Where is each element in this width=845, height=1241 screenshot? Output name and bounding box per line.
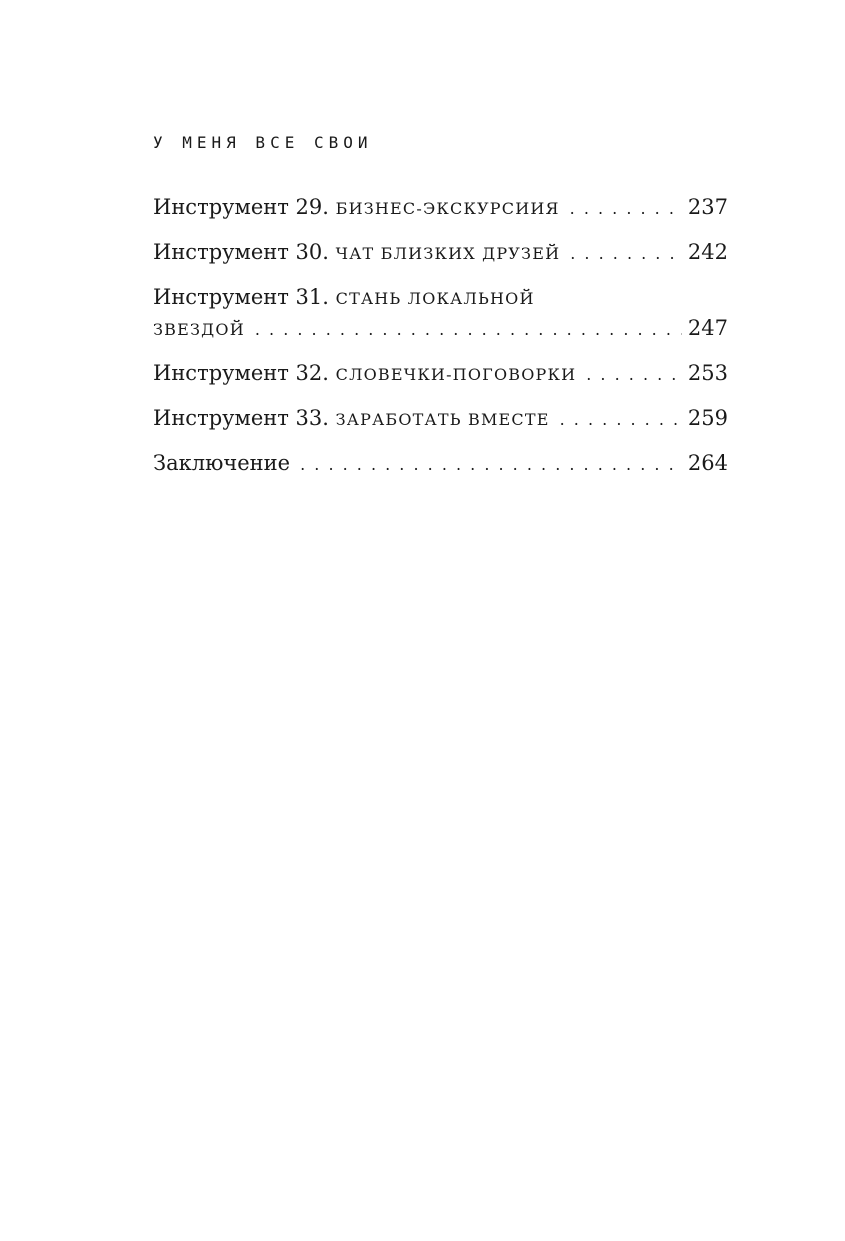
- toc-entry-title-continued: ЗВЕЗДОЙ: [153, 320, 245, 339]
- toc-page-number: 237: [687, 195, 728, 219]
- dot-leader: [586, 361, 682, 389]
- toc-entry-label: Инструмент 33. ЗАРАБОТАТЬ ВМЕСТЕ: [153, 406, 550, 430]
- dot-leader: [300, 451, 682, 479]
- toc-entry-conclusion[interactable]: [153, 449, 728, 477]
- toc-entry-label: Заключение: [153, 451, 291, 475]
- toc-entry-label: Инструмент 31. СТАНЬ ЛОКАЛЬНОЙ: [153, 285, 535, 309]
- toc-entry-32[interactable]: [153, 359, 728, 387]
- toc-page-number: 253: [687, 361, 728, 385]
- dot-leader: [255, 316, 682, 344]
- dot-leader: [570, 240, 682, 268]
- toc-page-number: 247: [687, 316, 728, 340]
- toc-entry-33[interactable]: [153, 404, 728, 432]
- toc-page-number: 264: [687, 451, 728, 475]
- dot-leader: [560, 406, 682, 434]
- toc-entry-title: СТАНЬ ЛОКАЛЬНОЙ: [335, 289, 535, 308]
- toc-entry-label: Инструмент 29. БИЗНЕС-ЭКСКУРСИИЯ: [153, 195, 560, 219]
- toc-entry-29[interactable]: [153, 193, 728, 221]
- toc-entry-label: Инструмент 32. СЛОВЕЧКИ-ПОГОВОРКИ: [153, 361, 577, 385]
- toc-entry-title: ЗАРАБОТАТЬ ВМЕСТЕ: [335, 410, 550, 429]
- dot-leader: [570, 195, 682, 223]
- section-title: У МЕНЯ ВСЕ СВОИ: [153, 133, 373, 152]
- toc-page-number: 242: [687, 240, 728, 264]
- toc-page-number: 259: [687, 406, 728, 430]
- toc-entry-31[interactable]: [153, 283, 728, 342]
- toc-entry-title: СЛОВЕЧКИ-ПОГОВОРКИ: [335, 365, 577, 384]
- toc-entry-title: БИЗНЕС-ЭКСКУРСИИЯ: [335, 199, 560, 218]
- table-of-contents: [153, 193, 728, 494]
- toc-entry-title: ЧАТ БЛИЗКИХ ДРУЗЕЙ: [335, 244, 561, 263]
- toc-entry-label: Инструмент 30. ЧАТ БЛИЗКИХ ДРУЗЕЙ: [153, 240, 561, 264]
- toc-entry-30[interactable]: [153, 238, 728, 266]
